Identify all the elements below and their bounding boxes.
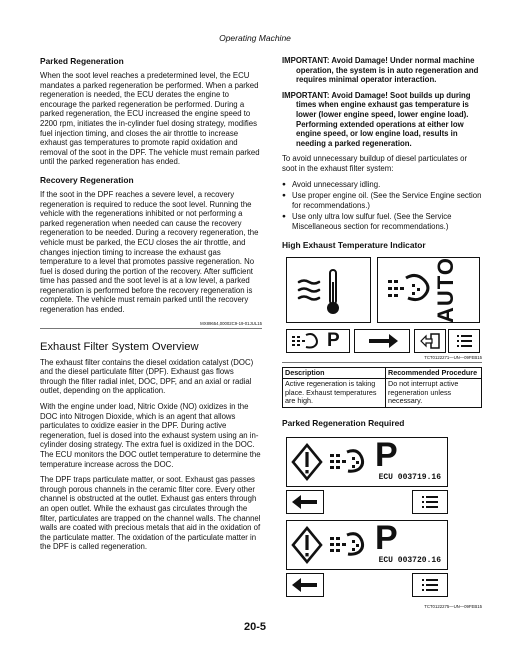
- left-column: [40, 56, 262, 558]
- arrow-right-icon: [355, 330, 409, 352]
- page-number: 20-5: [243, 621, 267, 633]
- menu-icon: [413, 491, 447, 513]
- dpf-parked-icon: [289, 330, 327, 352]
- arrow-left-icon: [287, 491, 323, 513]
- important-note-soot: IMPORTANT: Avoid Damage! Soot builds up during times when engine exhaust gas temperature is lower (lower engine speed, lower engine load). Performing extended operations at either low engine speed, or low engine load, results in needing a parked regeneration.: [282, 90, 471, 148]
- dpf-filter-icon: [327, 527, 371, 563]
- menu-soft-key[interactable]: [448, 329, 480, 353]
- auto-label: AUTO: [433, 256, 458, 323]
- warning-screen: [286, 520, 448, 570]
- procedure-table: [282, 367, 482, 408]
- warning-icon: [290, 442, 324, 482]
- back-soft-key[interactable]: [286, 490, 324, 514]
- arrow-left-icon: [287, 574, 323, 596]
- p-label: P: [327, 329, 340, 351]
- avoid-buildup-list: [282, 180, 482, 232]
- ecu-code: ECU 003719.16: [378, 472, 441, 482]
- ecu-code: ECU 003720.16: [378, 555, 441, 565]
- menu-icon: [413, 574, 447, 596]
- figure-divider: [282, 362, 482, 363]
- table-header-procedure: Recommended Procedure: [386, 367, 482, 379]
- avoid-buildup-intro: To avoid unnecessary buildup of diesel particulates or soot in the exhaust filter system:: [282, 154, 468, 173]
- section-divider: [40, 328, 262, 329]
- figure-code: TCT0122271—UN—09FEB15: [424, 354, 482, 360]
- parked-required-heading: Parked Regeneration Required: [282, 417, 405, 428]
- table-cell-procedure: Do not interrupt active regeneration unless necessary.: [386, 379, 482, 408]
- parked-regeneration-heading: Parked Regeneration: [40, 56, 124, 66]
- overview-paragraph-1: The exhaust filter contains the diesel oxidation catalyst (DOC) and the diesel particulate filter (DPF). Exhaust gas flows through the filter radial inlet, DOC, DPF, and an axial or radial outlet, depending on the application.: [40, 357, 254, 396]
- overview-paragraph-2: With the engine under load, Nitric Oxide (NO) oxidizes in the DOC into Nitrogen Dioxide, which is an agent that allows particulates to oxidize easier in the DPF. During active regeneration, fuel is dosed into the exhaust system using an in-cylinder dosing strategy. The extra fuel is oxidized in the DOC. The ECU monitors the DOC outlet temperature to determine the temperature increase across the DOC.: [40, 402, 261, 469]
- recovery-paragraph: If the soot in the DPF reaches a severe level, a recovery regeneration is required to reduce the soot level. Running the vehicle with the regenerations inhibited or not performing a parked regeneration when needed can cause the recovery regeneration to be needed. During a recovery regeneration, the vehicle must be parked, the ECU closes the air throttle, and changes injection timing to increase the exhaust gas temperature to a level that promotes passive regeneration. No fuel is dosed during the portion of the recovery. After sufficient time has passed and the soot level is at a low level, a parked regeneration is performed before the recovery regeneration is complete. The vehicle must remain parked until the recovery regeneration has ended.: [40, 189, 259, 315]
- section-code: MX89654,00002C9-19-01JUL15: [200, 320, 262, 326]
- p-label: P: [375, 435, 398, 474]
- exit-icon: [415, 330, 445, 352]
- high-temp-icon-panel: [286, 257, 371, 323]
- running-head: Operating Machine: [219, 33, 291, 43]
- important-note-auto-regen: IMPORTANT: Avoid Damage! Under normal machine operation, the system is in auto regeneration and requires minimal operator interaction.: [282, 56, 479, 85]
- table-cell-description: Active regeneration is taking place. Exhaust temperatures are high.: [283, 379, 386, 408]
- high-temp-indicator-figure: [282, 255, 482, 355]
- warning-screen: [286, 437, 448, 487]
- overview-heading: Exhaust Filter System Overview: [40, 340, 199, 353]
- figure-code: TCT0122275—UN—09FEB15: [424, 603, 482, 609]
- parked-paragraph: When the soot level reaches a predetermined level, the ECU mandates a parked regeneration be performed. When a parked regeneration is needed, the ECU derates the engine to encourage the parked regeneration be performed. During a parked regeneration, the ECU increased the engine speed to 2200 rpm, initiates the in-cylinder fuel dosing strategy, modifies fuel injection timing, and closes the air throttle to increase exhaust gas temperatures to promote rapid oxidation and removal of the soot in the DPF. The vehicle must remain parked until the parked regeneration has ended.: [40, 71, 260, 167]
- list-item: ● Use only ultra low sulfur fuel. (See the Service Miscellaneous section for recommendations.): [282, 212, 482, 231]
- high-temp-heading: High Exhaust Temperature Indicator: [282, 239, 426, 250]
- table-header-description: Description: [283, 367, 386, 379]
- high-exhaust-temp-icon: [287, 258, 370, 322]
- list-item: ● Avoid unnecessary idling.: [282, 180, 482, 190]
- list-item: ● Use proper engine oil. (See the Service Engine section for recommendations.): [282, 191, 482, 210]
- parked-regen-required-figure: [282, 433, 482, 604]
- dpf-filter-icon: [327, 444, 371, 480]
- parked-regen-soft-key[interactable]: [286, 329, 350, 353]
- menu-icon: [449, 330, 479, 352]
- menu-soft-key[interactable]: [412, 490, 448, 514]
- back-soft-key[interactable]: [286, 573, 324, 597]
- overview-paragraph-3: The DPF traps particulate matter, or soot. Exhaust gas passes through porous channels in the ceramic filter core. Every other channel is obstructed at the outlet. Exhaust gas enters through an open outlet. While the exhaust gas circulates through the filter, particulates are trapped on the channel walls. The channel walls are coated with precious metals that aid in the oxidation of the particulate matter. The oxidation of the particulate matter in the DPF is called regeneration.: [40, 475, 261, 552]
- warning-icon: [290, 525, 324, 565]
- menu-soft-key[interactable]: [412, 573, 448, 597]
- table-row: [283, 379, 482, 408]
- right-arrow-soft-key[interactable]: [354, 329, 410, 353]
- exit-soft-key[interactable]: [414, 329, 446, 353]
- p-label: P: [375, 518, 398, 557]
- right-column: [282, 56, 482, 611]
- auto-regen-icon-panel: [377, 257, 480, 323]
- recovery-regeneration-heading: Recovery Regeneration: [40, 174, 134, 185]
- table-header-row: [283, 367, 482, 379]
